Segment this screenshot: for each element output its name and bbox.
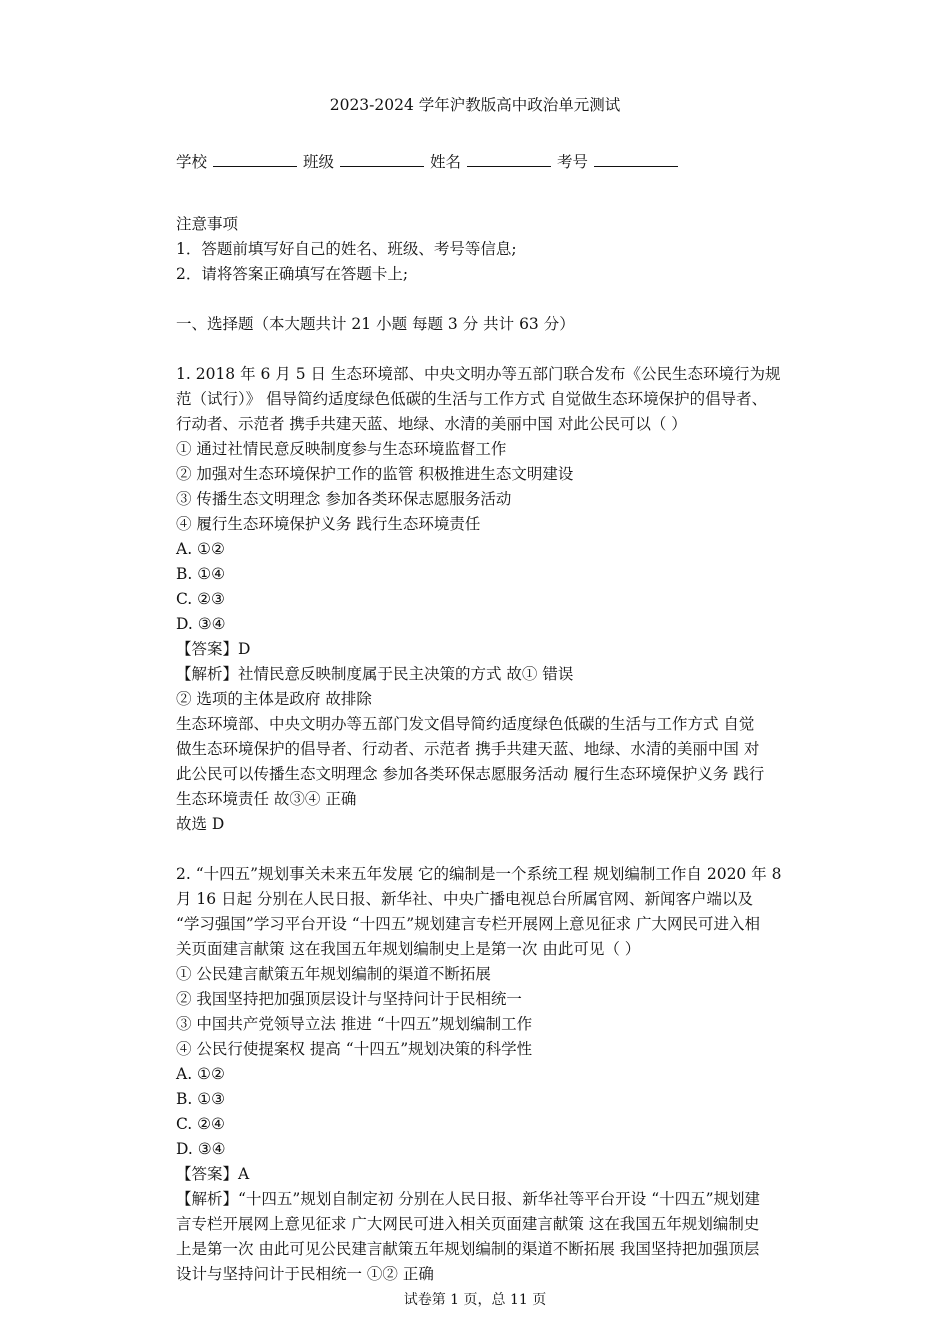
notes-section bbox=[176, 212, 816, 287]
notes-heading: 注意事项 bbox=[176, 215, 239, 233]
analysis-line: 生态环境部、中央文明办等五部门发文倡导简约适度绿色低碳的生活与工作方式 自觉 bbox=[176, 715, 755, 733]
option-a: A. ①② bbox=[176, 1065, 225, 1083]
school-label: 学校 bbox=[176, 153, 208, 171]
exam-number-blank[interactable] bbox=[594, 152, 678, 167]
statement: ④ 公民行使提案权 提高 “十四五”规划决策的科学性 bbox=[176, 1040, 533, 1058]
option-c: C. ②③ bbox=[176, 590, 225, 608]
analysis-line: 故选 D bbox=[176, 815, 225, 833]
analysis-line: 上是第一次 由此可见公民建言献策五年规划编制的渠道不断拓展 我国坚持把加强顶层 bbox=[176, 1240, 760, 1258]
analysis-line: 做生态环境保护的倡导者、行动者、示范者 携手共建天蓝、地绿、水清的美丽中国 对 bbox=[176, 740, 760, 758]
statement: ③ 传播生态文明理念 参加各类环保志愿服务活动 bbox=[176, 490, 512, 508]
question-stem-line: 行动者、示范者 携手共建天蓝、地绿、水清的美丽中国 对此公民可以（ ） bbox=[176, 415, 687, 433]
school-blank[interactable] bbox=[213, 152, 297, 167]
statement: ③ 中国共产党领导立法 推进 “十四五”规划编制工作 bbox=[176, 1015, 533, 1033]
section-heading: 一、选择题（本大题共计 21 小题 每题 3 分 共计 63 分） bbox=[176, 315, 575, 333]
option-c: C. ②④ bbox=[176, 1115, 225, 1133]
analysis-line: 【解析】“十四五”规划自制定初 分别在人民日报、新华社等平台开设 “十四五”规划建 bbox=[176, 1190, 761, 1208]
note-item: 2．请将答案正确填写在答题卡上; bbox=[176, 265, 409, 283]
option-b: B. ①④ bbox=[176, 565, 226, 583]
analysis-line: 言专栏开展网上意见征求 广大网民可进入相关页面建言献策 这在我国五年规划编制史 bbox=[176, 1215, 760, 1233]
analysis-line: 此公民可以传播生态文明理念 参加各类环保志愿服务活动 履行生态环境保护义务 践行 bbox=[176, 765, 765, 783]
exam-title: 2023-2024 学年沪教版高中政治单元测试 bbox=[329, 96, 621, 114]
question-stem-line: 范（试行）》 倡导简约适度绿色低碳的生活与工作方式 自觉做生态环境保护的倡导者、 bbox=[176, 390, 768, 408]
class-label: 班级 bbox=[303, 153, 335, 171]
question-1 bbox=[176, 362, 816, 837]
answer: 【答案】A bbox=[176, 1165, 250, 1183]
statement: ② 加强对生态环境保护工作的监管 积极推进生态文明建设 bbox=[176, 465, 574, 483]
question-stem-line: 2. “十四五”规划事关未来五年发展 它的编制是一个系统工程 规划编制工作自 2020 年 8 bbox=[176, 865, 782, 883]
question-stem-line: 1. 2018 年 6 月 5 日 生态环境部、中央文明办等五部门联合发布《公民生态环境行为规 bbox=[176, 365, 781, 383]
page-footer: 试卷第 1 页，总 11 页 bbox=[403, 1292, 547, 1308]
student-info-row bbox=[176, 150, 816, 175]
name-blank[interactable] bbox=[467, 152, 551, 167]
question-stem-line: 月 16 日起 分别在人民日报、新华社、中央广播电视总台所属官网、新闻客户端以及 bbox=[176, 890, 754, 908]
question-stem-line: “学习强国”学习平台开设 “十四五”规划建言专栏开展网上意见征求 广大网民可进入相 bbox=[176, 915, 761, 933]
exam-number-label: 考号 bbox=[557, 153, 589, 171]
analysis-line: 设计与坚持问计于民相统一 ①② 正确 bbox=[176, 1265, 434, 1283]
exam-content bbox=[176, 150, 816, 1287]
name-label: 姓名 bbox=[430, 153, 462, 171]
class-blank[interactable] bbox=[340, 152, 424, 167]
option-a: A. ①② bbox=[176, 540, 225, 558]
question-stem-line: 关页面建言献策 这在我国五年规划编制史上是第一次 由此可见（ ） bbox=[176, 940, 641, 958]
statement: ① 通过社情民意反映制度参与生态环境监督工作 bbox=[176, 440, 507, 458]
option-d: D. ③④ bbox=[176, 1140, 226, 1158]
analysis-line: 【解析】社情民意反映制度属于民主决策的方式 故① 错误 bbox=[176, 665, 574, 683]
statement: ② 我国坚持把加强顶层设计与坚持问计于民相统一 bbox=[176, 990, 522, 1008]
question-2 bbox=[176, 862, 816, 1287]
analysis-line: ② 选项的主体是政府 故排除 bbox=[176, 690, 372, 708]
statement: ① 公民建言献策五年规划编制的渠道不断拓展 bbox=[176, 965, 491, 983]
option-b: B. ①③ bbox=[176, 1090, 226, 1108]
answer: 【答案】D bbox=[176, 640, 251, 658]
analysis-line: 生态环境责任 故③④ 正确 bbox=[176, 790, 357, 808]
option-d: D. ③④ bbox=[176, 615, 226, 633]
statement: ④ 履行生态环境保护义务 践行生态环境责任 bbox=[176, 515, 481, 533]
note-item: 1．答题前填写好自己的姓名、班级、考号等信息; bbox=[176, 240, 517, 258]
